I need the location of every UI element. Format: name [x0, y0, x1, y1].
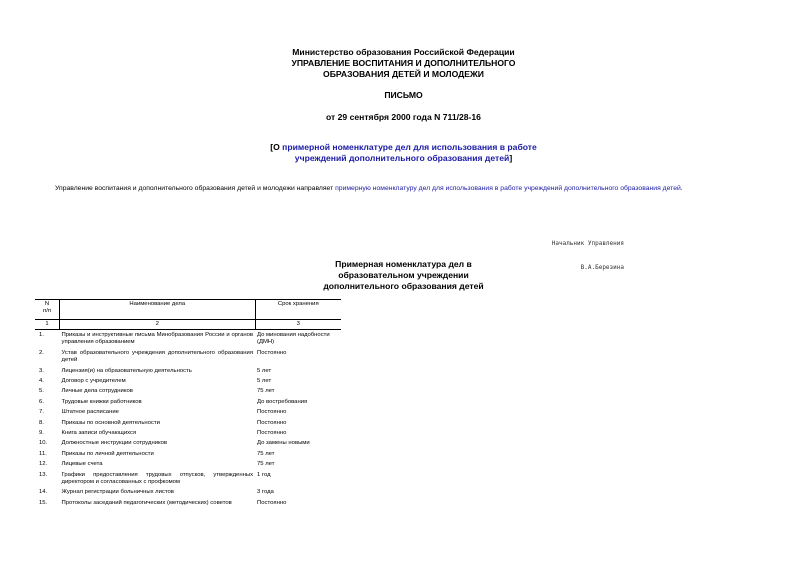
row-number: 15. [39, 499, 48, 506]
row-case-name: Должностные инструкции сотрудников [61, 440, 168, 447]
signatory-name: В.А.Березина [580, 264, 624, 271]
table-row [35, 449, 341, 459]
row-case-name: Протоколы заседаний педагогических (методических) советов [61, 499, 232, 506]
row-number: 7. [39, 409, 44, 416]
row-case-name: Трудовые книжки работников [61, 398, 142, 405]
row-number: 2. [39, 349, 44, 356]
ministry-name: Министерство образования Российской Федерации [292, 47, 515, 57]
row-case-name: Лицензия(и) на образовательную деятельность [61, 367, 192, 374]
body-text-before: Управление воспитания и дополнительного образования детей и молодежи направляет [55, 185, 336, 192]
letter-body [55, 184, 775, 193]
row-retention-term: Постоянно [257, 429, 287, 436]
nomenclature-title [0, 259, 807, 292]
signatory-position: Начальник Управления [551, 240, 624, 247]
nomenclature-title-line1: Примерная номенклатура дел в [335, 259, 472, 269]
row-retention-term: 5 лет [257, 377, 272, 384]
table-row [35, 366, 341, 376]
row-retention-term: 3 года [257, 489, 274, 496]
table-row [35, 397, 341, 407]
row-retention-term: 75 лет [257, 450, 275, 457]
row-case-name: Приказы по личной деятельности [61, 450, 154, 457]
column-header-term: Срок хранения [255, 300, 341, 320]
row-number: 4. [39, 377, 44, 384]
row-case-name: Личные дела сотрудников [61, 388, 133, 395]
row-retention-term: Постоянно [257, 419, 287, 426]
nomenclature-table [35, 299, 341, 509]
row-case-name: Устав образовательного учреждения дополнительного образования детей [61, 349, 254, 364]
row-number: 6. [39, 398, 44, 405]
row-case-name: Приказы и инструктивные письма Минобразования России и органов управления образованием [61, 331, 254, 346]
nomenclature-link[interactable]: примерную номенклатуру дел для использования в работе учреждений дополнительного образования детей [335, 185, 681, 192]
column-header-number [35, 300, 60, 320]
department-name-line2: ОБРАЗОВАНИЯ ДЕТЕЙ И МОЛОДЕЖИ [323, 69, 484, 79]
column-number-1: 1 [35, 320, 60, 330]
row-retention-term: Постоянно [257, 349, 287, 356]
table-row [35, 376, 341, 386]
row-number: 9. [39, 429, 44, 436]
row-case-name: Графики предоставления трудовых отпусков, утвержденных директором и согласованных с профкомом [61, 471, 254, 485]
column-header-name: Наименование дела [60, 300, 255, 320]
table-row [35, 470, 341, 488]
row-retention-term: До минования надобности (ДМН) [257, 331, 330, 346]
subject-close-bracket: ] [509, 153, 513, 163]
row-retention-term: До замены новыми [257, 440, 310, 447]
row-number: 12. [39, 461, 48, 468]
row-retention-term: Постоянно [257, 499, 287, 506]
table-row [35, 418, 341, 428]
subject-link-line2[interactable]: учреждений дополнительного образования детей [294, 153, 510, 163]
subject-link-line1[interactable]: примерной номенклатуре дел для использования в работе [282, 142, 537, 152]
document-type: ПИСЬМО [384, 90, 423, 100]
column-header-number-line2: п/п [43, 308, 52, 315]
document-subject [0, 142, 807, 164]
document-date: от 29 сентября 2000 года N 711/28-16 [326, 112, 481, 122]
row-case-name: Книга записи обучающихся [61, 429, 137, 436]
row-number: 3. [39, 367, 44, 374]
row-retention-term: 5 лет [257, 367, 272, 374]
table-row [35, 460, 341, 470]
body-text-after: . [680, 185, 683, 192]
column-header-number-line1: N [44, 301, 50, 307]
row-number: 5. [39, 388, 44, 395]
row-retention-term: 75 лет [257, 388, 275, 395]
row-retention-term: Постоянно [257, 409, 287, 416]
nomenclature-title-line2: образовательном учреждении [338, 270, 469, 280]
column-number-2: 2 [60, 320, 255, 330]
row-case-name: Журнал регистрации больничных листов [61, 489, 174, 496]
row-retention-term: 75 лет [257, 461, 275, 468]
department-name-line1: УПРАВЛЕНИЕ ВОСПИТАНИЯ И ДОПОЛНИТЕЛЬНОГО [291, 58, 516, 68]
table-row [35, 488, 341, 498]
row-number: 14. [39, 489, 48, 496]
table-row [35, 387, 341, 397]
table-row [35, 330, 341, 348]
subject-open-bracket: [О [270, 142, 283, 152]
row-number: 11. [39, 450, 47, 457]
row-case-name: Приказы по основной деятельности [61, 419, 160, 426]
row-number: 10. [39, 440, 48, 447]
nomenclature-title-line3: дополнительного образования детей [323, 281, 484, 291]
row-number: 8. [39, 419, 44, 426]
table-row [35, 439, 341, 449]
letter-header [0, 47, 807, 80]
row-retention-term: 1 год [257, 471, 271, 478]
table-row [35, 408, 341, 418]
row-case-name: Договор с учредителем [61, 377, 126, 384]
row-retention-term: До востребования [257, 398, 308, 405]
table-row [35, 498, 341, 508]
table-row [35, 428, 341, 438]
row-number: 13. [39, 471, 48, 478]
row-case-name: Лицевые счета [61, 461, 103, 468]
row-number: 1. [39, 331, 44, 338]
column-number-3: 3 [255, 320, 341, 330]
row-case-name: Штатное расписание [61, 409, 119, 416]
table-row [35, 348, 341, 366]
